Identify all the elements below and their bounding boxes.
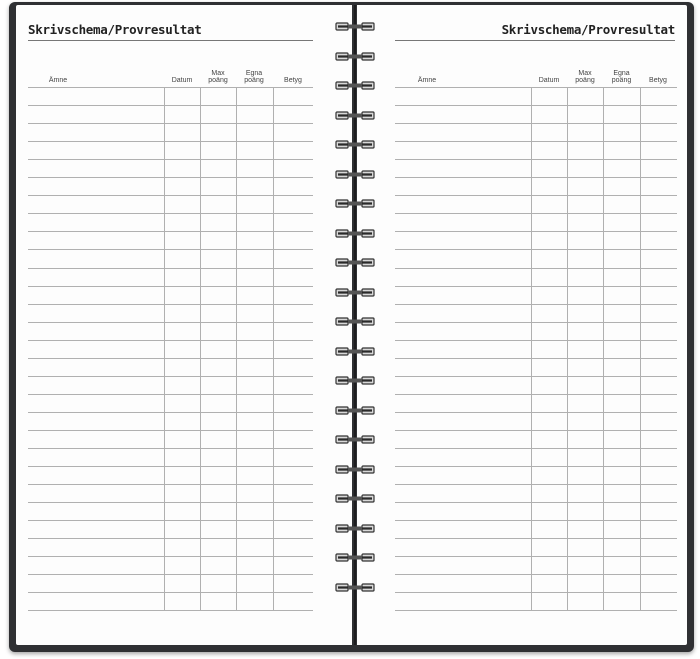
table-row-rule: [28, 448, 313, 449]
table-row-rule: [395, 231, 677, 232]
table-row-rule: [395, 484, 677, 485]
table-row-rule: [395, 466, 677, 467]
table-row-rule: [395, 430, 677, 431]
table-row-rule: [395, 448, 677, 449]
table-row-rule: [28, 358, 313, 359]
table-row-rule: [28, 177, 313, 178]
table-row-rule: [28, 87, 313, 88]
binding-ring-icon: [335, 22, 375, 31]
table-column-rule: [531, 87, 532, 610]
binding-ring-icon: [335, 583, 375, 592]
title-rule: [28, 40, 313, 41]
table-column-rule: [200, 87, 201, 610]
binding-ring-icon: [335, 199, 375, 208]
table-row-rule: [28, 268, 313, 269]
table-row-rule: [28, 159, 313, 160]
table-row-rule: [395, 87, 677, 88]
table-row-rule: [395, 213, 677, 214]
table-row-rule: [395, 556, 677, 557]
table-row-rule: [395, 177, 677, 178]
right-page: [357, 5, 687, 645]
binding-ring-icon: [335, 524, 375, 533]
table-column-rule: [603, 87, 604, 610]
table-row-rule: [395, 358, 677, 359]
column-header-grade: Betyg: [649, 77, 667, 84]
left-page: [16, 5, 352, 645]
binding-ring-icon: [335, 170, 375, 179]
table-row-rule: [28, 340, 313, 341]
table-row-rule: [28, 520, 313, 521]
table-column-rule: [273, 87, 274, 610]
column-header-own-points: Egna poäng: [244, 70, 264, 84]
table-row-rule: [395, 412, 677, 413]
table-row-rule: [395, 610, 677, 611]
table-row-rule: [395, 159, 677, 160]
table-row-rule: [28, 123, 313, 124]
table-row-rule: [395, 123, 677, 124]
binding-ring-icon: [335, 229, 375, 238]
binding-ring-icon: [335, 376, 375, 385]
table-row-rule: [28, 376, 313, 377]
table-row-rule: [28, 105, 313, 106]
binding-ring-icon: [335, 52, 375, 61]
table-row-rule: [395, 376, 677, 377]
table-row-rule: [28, 304, 313, 305]
table-row-rule: [28, 610, 313, 611]
table-row-rule: [28, 195, 313, 196]
binding-ring-icon: [335, 288, 375, 297]
binding-ring-icon: [335, 317, 375, 326]
column-header-max-points: Max poäng: [208, 70, 228, 84]
table-row-rule: [395, 394, 677, 395]
table-row-rule: [28, 141, 313, 142]
table-row-rule: [28, 322, 313, 323]
table-row-rule: [395, 574, 677, 575]
table-row-rule: [395, 249, 677, 250]
table-row-rule: [28, 286, 313, 287]
binding-ring-icon: [335, 81, 375, 90]
table-row-rule: [395, 195, 677, 196]
table-row-rule: [28, 484, 313, 485]
table-row-rule: [28, 213, 313, 214]
table-row-rule: [28, 412, 313, 413]
column-header-subject: Ämne: [48, 77, 68, 84]
table-row-rule: [28, 592, 313, 593]
column-header-grade: Betyg: [284, 77, 302, 84]
page-title: Skrivschema/Provresultat: [501, 22, 675, 37]
table-row-rule: [395, 286, 677, 287]
binding-ring-icon: [335, 347, 375, 356]
table-column-rule: [236, 87, 237, 610]
table-row-rule: [28, 502, 313, 503]
table-row-rule: [28, 574, 313, 575]
table-row-rule: [395, 322, 677, 323]
title-rule: [395, 40, 675, 41]
table-row-rule: [28, 394, 313, 395]
table-row-rule: [395, 141, 677, 142]
table-column-rule: [567, 87, 568, 610]
column-header-subject: Ämne: [417, 77, 437, 84]
table-row-rule: [28, 231, 313, 232]
table-row-rule: [395, 592, 677, 593]
table-row-rule: [28, 556, 313, 557]
binding-ring-icon: [335, 140, 375, 149]
table-row-rule: [395, 538, 677, 539]
table-row-rule: [395, 105, 677, 106]
binding-ring-icon: [335, 258, 375, 267]
column-header-max-points: Max poäng: [575, 70, 595, 84]
table-row-rule: [395, 502, 677, 503]
table-row-rule: [395, 520, 677, 521]
table-row-rule: [28, 466, 313, 467]
table-row-rule: [395, 340, 677, 341]
binding-ring-icon: [335, 465, 375, 474]
binding-ring-icon: [335, 435, 375, 444]
table-row-rule: [28, 249, 313, 250]
table-row-rule: [395, 268, 677, 269]
binding-ring-icon: [335, 494, 375, 503]
column-header-own-points: Egna poäng: [611, 70, 632, 84]
table-column-rule: [640, 87, 641, 610]
table-row-rule: [28, 538, 313, 539]
binding-ring-icon: [335, 553, 375, 562]
table-row-rule: [395, 304, 677, 305]
table-row-rule: [28, 430, 313, 431]
page-title: Skrivschema/Provresultat: [28, 22, 202, 37]
column-header-date: Datum: [171, 77, 193, 84]
binding-ring-icon: [335, 406, 375, 415]
binding-ring-icon: [335, 111, 375, 120]
column-header-date: Datum: [538, 77, 560, 84]
table-column-rule: [164, 87, 165, 610]
